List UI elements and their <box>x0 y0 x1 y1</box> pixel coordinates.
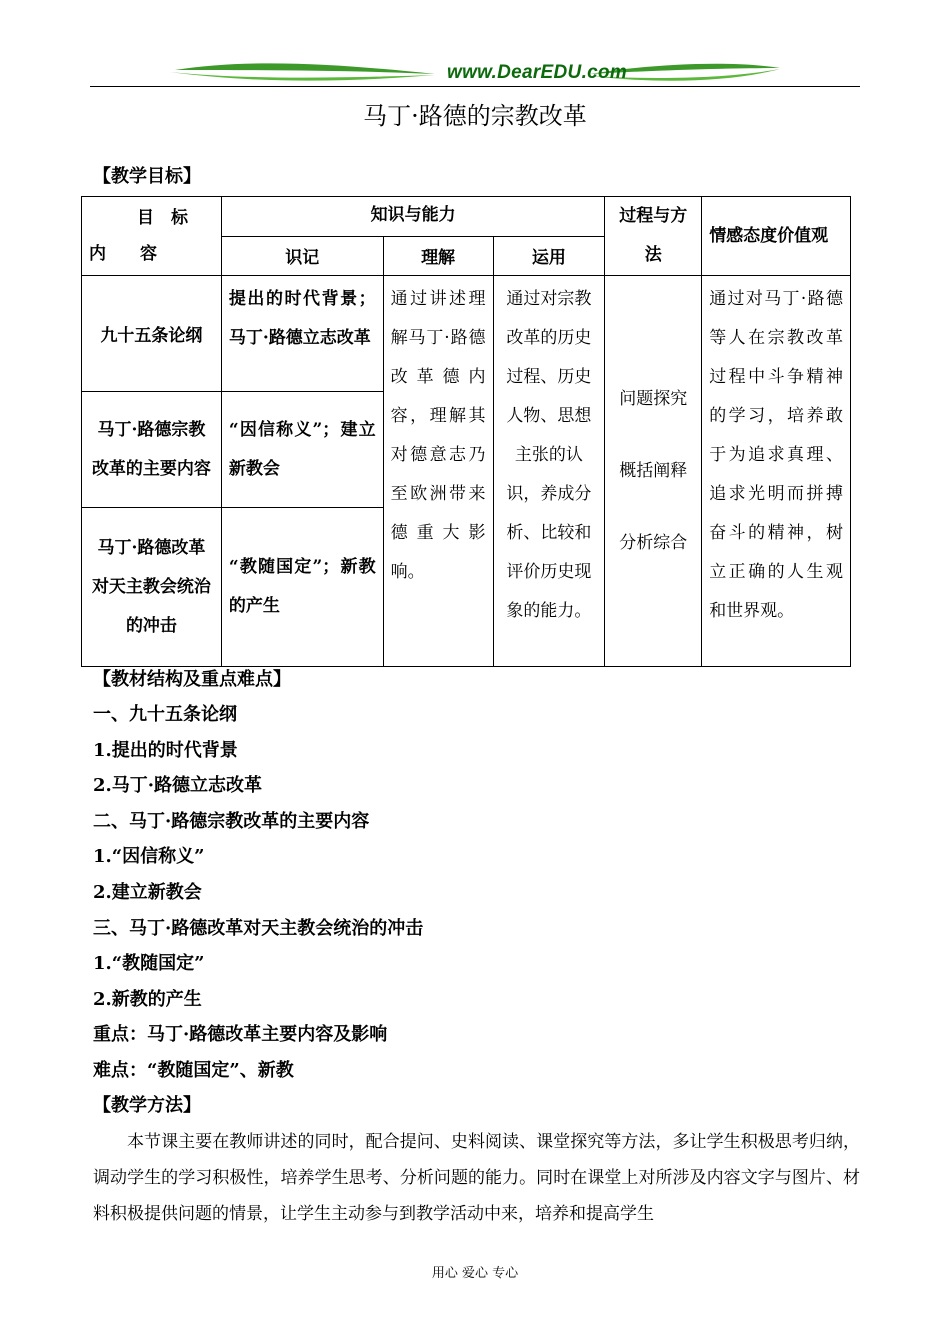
process-item: 分析综合 <box>619 533 688 553</box>
outline-item: 二、马丁·路德宗教改革的主要内容 <box>93 811 370 832</box>
apply-cell: 通过对宗教改革的历史过程、历史人物、思想主张的认识，养成分析、比较和评价历史现象的能力。 <box>493 276 605 667</box>
outline-item: 2.建立新教会 <box>93 882 202 903</box>
outline-item: 2.马丁·路德立志改革 <box>93 775 263 796</box>
process-cell <box>605 276 702 667</box>
header-rule <box>90 86 860 87</box>
outline-item: 1.“因信称义” <box>93 846 205 867</box>
outline-item: 三、马丁·路德改革对天主教会统治的冲击 <box>93 918 424 939</box>
page-footer: 用心 爱心 专心 <box>431 1266 519 1281</box>
header-emotion: 情感态度价值观 <box>702 197 851 276</box>
subheader-understand: 理解 <box>383 236 493 276</box>
corner-bottom-label: 内 容 <box>89 244 157 264</box>
process-item: 问题探究 <box>619 389 688 409</box>
outline-item: 1.提出的时代背景 <box>93 740 238 761</box>
key-point: 重点：马丁·路德改革主要内容及影响 <box>93 1024 388 1045</box>
page-title: 马丁·路德的宗教改革 <box>363 102 587 130</box>
outline-item: 一、九十五条论纲 <box>93 704 237 725</box>
subheader-remember: 识记 <box>221 236 383 276</box>
section-heading-structure: 【教材结构及重点难点】 <box>93 669 291 690</box>
section-heading-method: 【教学方法】 <box>93 1095 201 1116</box>
outline-item: 2.新教的产生 <box>93 989 202 1010</box>
goals-table <box>81 196 851 667</box>
outline-item: 1.“教随国定” <box>93 953 205 974</box>
header-process: 过程与方法 <box>605 197 702 276</box>
section-heading-goals: 【教学目标】 <box>93 166 201 187</box>
difficult-point: 难点：“教随国定”、新教 <box>93 1060 294 1081</box>
method-paragraph: 本节课主要在教师讲述的同时，配合提问、史料阅读、课堂探究等方法，多让学生积极思考归纳，调动学生的学习积极性，培养学生思考、分析问题的能力。同时在课堂上对所涉及内容文字与图片、材料积极提供问题的情景，让学生主动参与到教学活动中来，培养和提高学生 <box>93 1132 860 1224</box>
remember-cell-1: 提出的时代背景；马丁·路德立志改革 <box>221 276 383 392</box>
understand-cell: 通过讲述理解马丁·路德改革德内容，理解其对德意志乃至欧洲带来德重大影响。 <box>383 276 493 667</box>
table-corner-cell <box>82 197 222 276</box>
site-logo[interactable]: www.DearEDU.com <box>447 62 628 83</box>
content-cell-1: 九十五条论纲 <box>82 276 222 392</box>
header-banner <box>90 60 860 90</box>
content-cell-2: 马丁·路德宗教改革的主要内容 <box>82 392 222 508</box>
remember-cell-2: “因信称义”；建立新教会 <box>221 392 383 508</box>
content-cell-3: 马丁·路德改革对天主教会统治的冲击 <box>82 508 222 667</box>
remember-cell-3: “教随国定”；新教的产生 <box>221 508 383 667</box>
corner-top-label: 目 标 <box>137 208 188 228</box>
subheader-apply: 运用 <box>493 236 605 276</box>
header-knowledge: 知识与能力 <box>221 197 604 237</box>
emotion-cell: 通过对马丁·路德等人在宗教改革过程中斗争精神的学习，培养敢于为追求真理、追求光明而拼搏奋斗的精神，树立正确的人生观和世界观。 <box>702 276 851 667</box>
process-item: 概括阐释 <box>619 461 688 481</box>
